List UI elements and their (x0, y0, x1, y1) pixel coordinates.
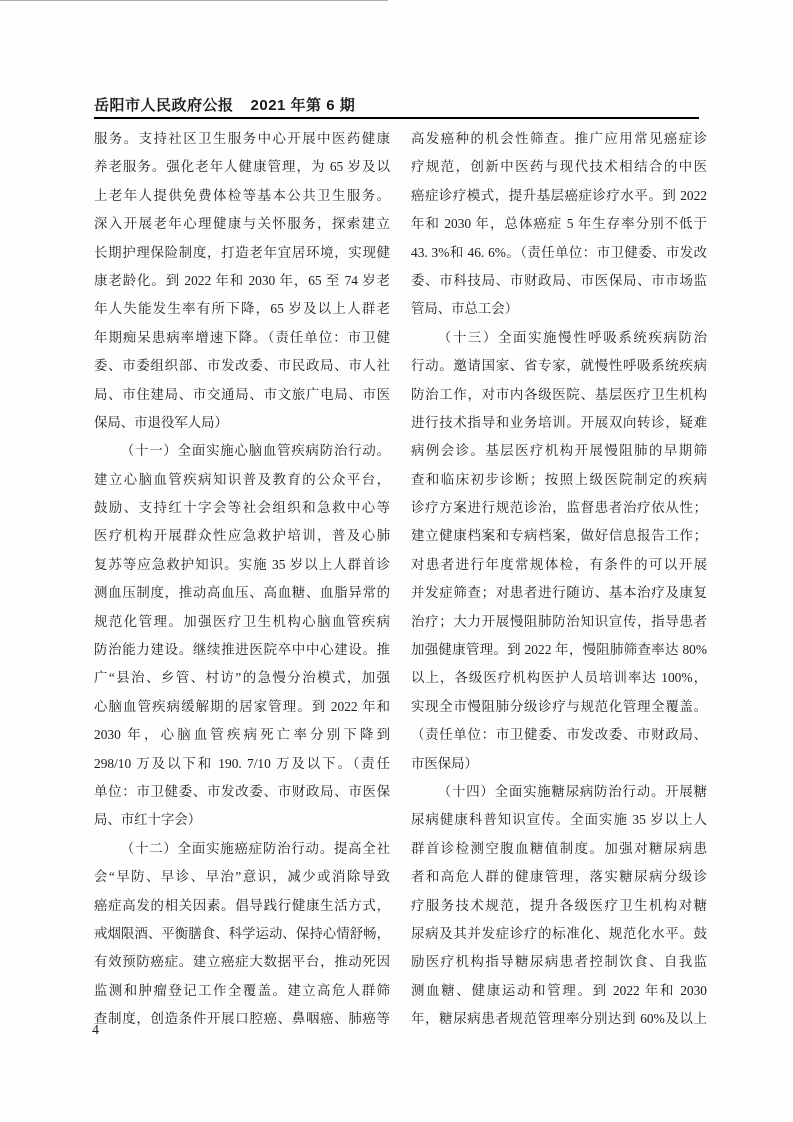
text-line: 治疗；大力开展慢阻肺防治知识宣传，指导患者 (411, 613, 707, 629)
column-left (94, 125, 390, 1034)
text-line: 2030 年，心脑血管疾病死亡率分别下降到 (94, 727, 390, 743)
text-line: 局、市住建局、市交通局、市文旅广电局、市医 (94, 386, 390, 402)
text-line: 会“早防、早诊、早治”意识，减少或消除导致 (94, 869, 390, 885)
scan-edge-artifact (0, 0, 388, 1)
text-line: 防治能力建设。继续推进医院卒中中心建设。推 (94, 642, 390, 658)
text-line: 对患者进行年度常规体检，有条件的可以开展 (411, 556, 707, 572)
text-line: 年，糖尿病患者规范管理率分别达到 60%及以上 (411, 1011, 707, 1027)
text-line: 规范化管理。加强医疗卫生机构心脑血管疾病 (94, 613, 390, 629)
text-line: 防治工作，对市内各级医院、基层医疗卫生机构 (411, 386, 707, 402)
text-line: 长期护理保险制度，打造老年宜居环境，实现健 (94, 244, 390, 260)
issue-label: 2021 年第 6 期 (250, 97, 356, 114)
text-line: 医疗机构开展群众性应急救护培训，普及心肺 (94, 528, 390, 544)
text-line: 查和临床初步诊断；按照上级医院制定的疾病 (411, 471, 707, 487)
text-line: 疗服务技术规范，提升各级医疗卫生机构对糖 (411, 897, 707, 913)
text-line: 年人失能发生率有所下降，65 岁及以上人群老 (94, 301, 390, 317)
column-right (411, 125, 707, 1034)
text-line: 上老年人提供免费体检等基本公共卫生服务。 (94, 187, 390, 203)
text-line: 建立心脑血管疾病知识普及教育的公众平台， (94, 471, 390, 487)
text-line: 监测和肿瘤登记工作全覆盖。建立高危人群筛 (94, 982, 390, 998)
text-line: （十三）全面实施慢性呼吸系统疾病防治 (437, 329, 707, 345)
text-line: 单位：市卫健委、市发改委、市财政局、市医保 (94, 783, 390, 799)
header-rule (94, 117, 699, 119)
text-line: 癌症高发的相关因素。倡导践行健康生活方式， (94, 897, 390, 913)
text-line: 委、市科技局、市财政局、市医保局、市市场监 (411, 272, 707, 288)
text-line: 病例会诊。基层医疗机构开展慢阻肺的早期筛 (411, 443, 707, 459)
text-line: 群首诊检测空腹血糖值制度。加强对糖尿病患 (411, 840, 707, 856)
text-line: 年期痴呆患病率增速下降。（责任单位：市卫健 (94, 329, 390, 345)
text-line: 市医保局） (411, 755, 478, 771)
text-line: 广“县治、乡管、村访”的急慢分治模式，加强 (94, 670, 390, 686)
text-line: 尿病及其并发症诊疗的标准化、规范化水平。鼓 (411, 925, 707, 941)
text-line: （十一）全面实施心脑血管疾病防治行动。 (120, 443, 390, 459)
text-line: 建立健康档案和专病档案，做好信息报告工作； (411, 528, 707, 544)
text-line: 加强健康管理。到 2022 年，慢阻肺筛查率达 80% (411, 642, 707, 658)
text-line: 管局、市总工会） (411, 301, 519, 317)
text-line: 服务。支持社区卫生服务中心开展中医药健康 (94, 131, 390, 146)
text-line: 委、市委组织部、市发改委、市民政局、市人社 (94, 358, 390, 374)
text-line: 尿病健康科普知识宣传。全面实施 35 岁以上人 (411, 812, 707, 828)
text-line: 保局、市退役军人局） (94, 414, 228, 430)
text-line: 并发症筛查；对患者进行随访、基本治疗及康复 (411, 585, 707, 601)
text-line: 高发癌种的机会性筛查。推广应用常见癌症诊 (411, 131, 707, 146)
text-line: 养老服务。强化老年人健康管理，为 65 岁及以 (94, 159, 390, 175)
text-line: 深入开展老年心理健康与关怀服务，探索建立 (94, 216, 390, 232)
text-line: 复苏等应急救护知识。实施 35 岁以上人群首诊 (94, 556, 390, 572)
text-line: 鼓励、支持红十字会等社会组织和急救中心等 (94, 500, 390, 516)
text-line: 者和高危人群的健康管理，落实糖尿病分级诊 (411, 869, 707, 885)
text-line: 测血糖、健康运动和管理。到 2022 年和 2030 (411, 982, 707, 998)
text-line: 诊疗方案进行规范诊治，监督患者治疗依从性； (411, 500, 707, 516)
body-columns (94, 125, 707, 1034)
text-line: 行动。邀请国家、省专家，就慢性呼吸系统疾病 (411, 358, 707, 374)
text-line: 以上，各级医疗机构医护人员培训率达 100%， (411, 670, 707, 686)
text-line: （责任单位：市卫健委、市发改委、市财政局、 (411, 727, 707, 743)
gazette-title: 岳阳市人民政府公报 (94, 97, 234, 114)
text-line: 疗规范，创新中医药与现代技术相结合的中医 (411, 159, 707, 175)
text-line: 局、市红十字会） (94, 812, 202, 828)
text-line: 年和 2030 年，总体癌症 5 年生存率分别不低于 (411, 216, 707, 232)
page-header (94, 94, 700, 115)
text-line: 康老龄化。到 2022 年和 2030 年，65 至 74 岁老 (94, 272, 390, 288)
text-line: 测血压制度，推动高血压、高血糖、血脂异常的 (94, 585, 390, 601)
page-number: 4 (92, 1023, 99, 1038)
text-line: 查制度，创造条件开展口腔癌、鼻咽癌、肺癌等 (94, 1011, 390, 1027)
text-line: 298/10 万及以下和 190. 7/10 万及以下。（责任 (94, 755, 390, 771)
text-line: 有效预防癌症。建立癌症大数据平台，推动死因 (94, 954, 390, 970)
text-line: （十二）全面实施癌症防治行动。提高全社 (120, 840, 390, 856)
text-line: 戒烟限酒、平衡膳食、科学运动、保持心情舒畅， (94, 925, 390, 941)
text-line: 励医疗机构指导糖尿病患者控制饮食、自我监 (411, 954, 707, 970)
text-line: 心脑血管疾病缓解期的居家管理。到 2022 年和 (94, 698, 390, 714)
text-line: 43. 3%和 46. 6%。（责任单位：市卫健委、市发改 (411, 244, 707, 260)
text-line: （十四）全面实施糖尿病防治行动。开展糖 (437, 783, 707, 799)
text-line: 实现全市慢阻肺分级诊疗与规范化管理全覆盖。 (411, 698, 707, 714)
text-line: 进行技术指导和业务培训。开展双向转诊，疑难 (411, 414, 707, 430)
text-line: 癌症诊疗模式，提升基层癌症诊疗水平。到 2022 (411, 187, 707, 203)
